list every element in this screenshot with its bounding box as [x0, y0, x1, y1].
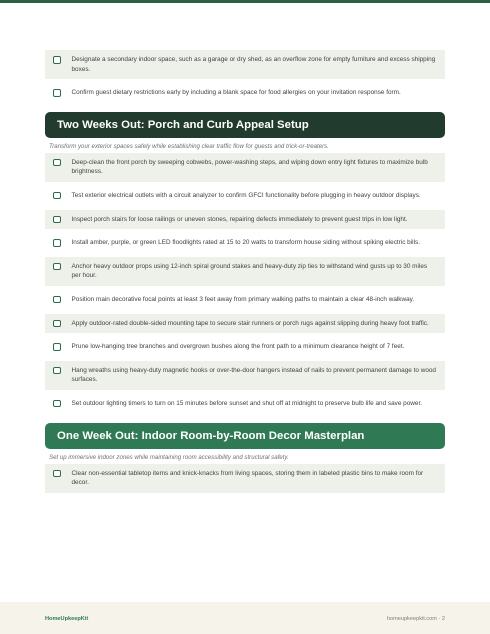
checkbox-icon[interactable]	[53, 343, 61, 351]
checklist-item-text: Install amber, purple, or green LED floodlights rated at 15 to 20 watts to transform house siding without spiking electric bills.	[71, 239, 420, 247]
footer-page-info: homeupkeepkit.com · 2	[386, 616, 445, 622]
checkbox-icon[interactable]	[53, 239, 61, 247]
checkbox-icon[interactable]	[53, 470, 61, 478]
checklist-item-text: Test exterior electrical outlets with a circuit analyzer to confirm GFCI functionality before plugging in heavy outdoor displays.	[71, 191, 421, 199]
checklist-item-text: Deep-clean the front porch by sweeping cobwebs, power-washing steps, and wiping down entry light fixtures to maximize bulb brightness.	[71, 158, 428, 176]
section-subtitle: Set up immersive indoor zones while maintaining room accessibility and structural safety.	[49, 453, 289, 461]
checklist-item	[45, 464, 445, 493]
page-footer	[0, 602, 490, 634]
checklist-item	[45, 210, 445, 230]
checklist-item	[45, 186, 445, 206]
checklist-item	[45, 337, 445, 357]
checkbox-icon[interactable]	[53, 56, 61, 64]
checklist-item-text: Position main decorative focal points at least 3 feet away from primary walking paths to maintain a clear 48-inch walkway.	[71, 295, 415, 303]
checkbox-icon[interactable]	[53, 89, 61, 97]
checkbox-icon[interactable]	[53, 159, 61, 167]
checklist-item-text: Designate a secondary indoor space, such as a garage or dry shed, as an overflow zone for empty furniture and excess shipping boxes.	[71, 56, 436, 73]
footer-brand[interactable]: HomeUpkeepKit	[45, 616, 89, 622]
section-header: Two Weeks Out: Porch and Curb Appeal Setup	[45, 112, 445, 138]
checklist-item	[45, 314, 445, 334]
checklist-item	[45, 257, 445, 286]
checklist-item	[45, 394, 445, 414]
checklist-item	[45, 83, 445, 103]
checklist-item	[45, 233, 445, 253]
checkbox-icon[interactable]	[53, 400, 61, 408]
checkbox-icon[interactable]	[53, 216, 61, 224]
checklist-item-text: Inspect porch stairs for loose railings or uneven stones, repairing defects immediately to prevent guest trips in low light.	[71, 215, 408, 223]
top-accent-bar	[0, 0, 490, 3]
checklist-item	[45, 361, 445, 390]
checklist-item	[45, 290, 445, 310]
checklist-item-text: Set outdoor lighting timers to turn on 15 minutes before sunset and shut off at midnight to preserve bulb life and save power.	[71, 399, 423, 407]
checkbox-icon[interactable]	[53, 192, 61, 200]
checklist-item	[45, 50, 445, 79]
section-header: One Week Out: Indoor Room-by-Room Decor Masterplan	[45, 423, 445, 449]
checklist-content	[45, 50, 445, 497]
checklist-item-text: Apply outdoor-rated double-sided mounting tape to secure stair runners or porch rugs against slipping during heavy foot traffic.	[71, 319, 429, 327]
section-subtitle: Transform your exterior spaces safely while establishing clear traffic flow for guests and trick-or-treaters.	[49, 142, 329, 150]
checklist-item-text: Anchor heavy outdoor props using 12-inch spiral ground stakes and heavy-duty zip ties to withstand wind gusts up to 30 miles per hour.	[71, 262, 428, 280]
checklist-item-text: Prune low-hanging tree branches and overgrown bushes along the front path to a minimum clearance height of 7 feet.	[71, 343, 405, 351]
checkbox-icon[interactable]	[53, 320, 61, 328]
checklist-item-text: Clear non-essential tabletop items and knick-knacks from living spaces, storing them in labeled plastic bins to make room for decor.	[71, 469, 424, 487]
checkbox-icon[interactable]	[53, 263, 61, 271]
checklist-item-text: Hang wreaths using heavy-duty magnetic hooks or over-the-door hangers instead of nails to prevent permanent damage to wood surfaces.	[71, 366, 436, 384]
checklist-item	[45, 153, 445, 182]
checkbox-icon[interactable]	[53, 367, 61, 375]
checkbox-icon[interactable]	[53, 296, 61, 304]
checklist-item-text: Confirm guest dietary restrictions early by including a blank space for food allergies on your invitation response form.	[71, 89, 401, 97]
